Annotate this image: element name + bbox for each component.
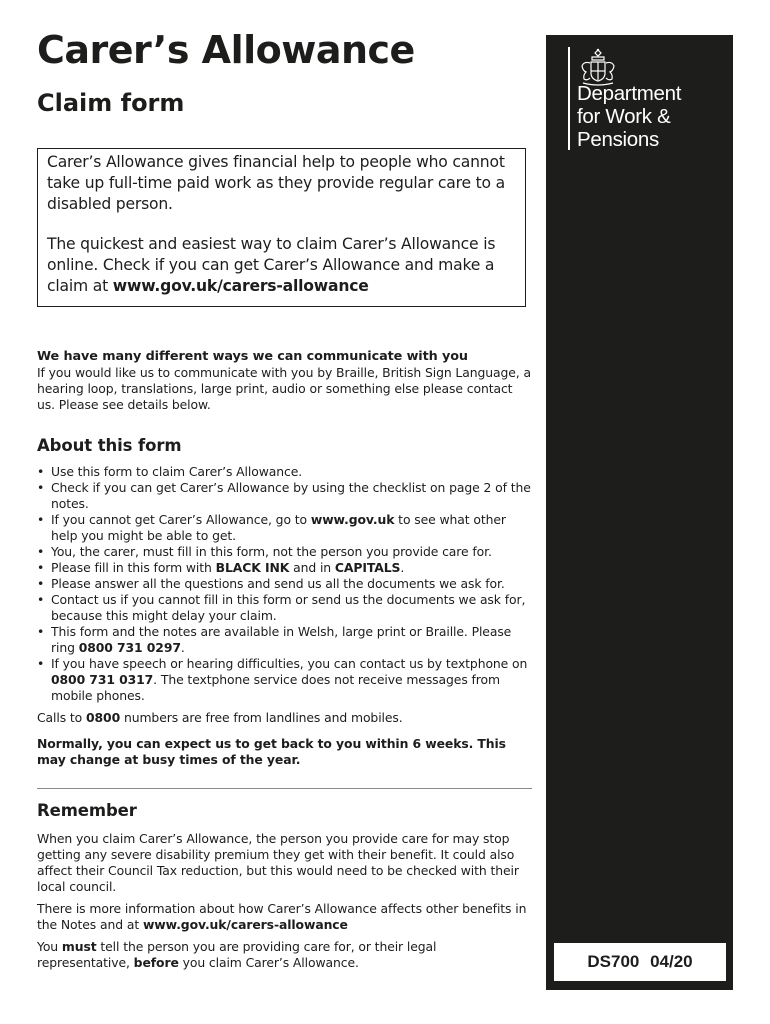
remember-heading: Remember (37, 801, 137, 820)
calls-note-0800: 0800 (86, 710, 121, 725)
list-item-text: Use this form to claim Carer’s Allowance. (51, 464, 303, 479)
intro-box (37, 148, 526, 307)
black-ink-emphasis: BLACK INK (215, 560, 290, 575)
communication-section (37, 349, 532, 413)
about-form-list (37, 464, 532, 704)
before-emphasis: before (133, 955, 179, 970)
capitals-emphasis: CAPITALS (334, 560, 401, 575)
dept-line: Pensions (577, 128, 659, 151)
remember-paragraph-3 (37, 939, 532, 971)
calls-note-text: Calls to (37, 710, 87, 725)
list-item (37, 576, 532, 592)
list-item-text: Please answer all the questions and send us all the documents we ask for. (51, 576, 505, 591)
list-item (37, 544, 532, 560)
communication-heading: We have many different ways we can communicate with you (37, 349, 468, 364)
remember-paragraph-2 (37, 901, 532, 933)
phone-number: 0800 731 0297 (78, 640, 181, 655)
royal-coat-of-arms-icon (577, 47, 619, 87)
dwp-logo-text (577, 82, 681, 151)
section-divider (37, 788, 532, 789)
remember-paragraph-2-text: There is more information about how Carer’s Allowance affects other benefits in the Notes and at (37, 901, 527, 932)
textphone-number: 0800 731 0317 (51, 672, 154, 687)
remember-paragraph-3-text: you claim Carer’s Allowance. (178, 955, 359, 970)
list-item-text: to see what other help you might be able to get. (51, 512, 506, 543)
list-item-text: If you have speech or hearing difficulties, you can contact us by textphone on (51, 656, 528, 671)
dwp-sidebar (546, 35, 733, 990)
list-item-text: Check if you can get Carer’s Allowance by using the checklist on page 2 of the notes. (51, 480, 531, 511)
list-item (37, 624, 532, 656)
list-item-text: . The textphone service does not receive messages from mobile phones. (51, 672, 500, 703)
list-item-text: and in (289, 560, 335, 575)
list-item-text: This form and the notes are available in Welsh, large print or Braille. Please ring (51, 624, 512, 655)
calls-note (37, 710, 532, 726)
list-item-text: . (180, 640, 185, 655)
intro-paragraph-2 (47, 234, 513, 297)
page-subtitle: Claim form (37, 89, 185, 117)
list-item (37, 560, 532, 576)
communication-body: If you would like us to communicate with you by Braille, British Sign Language, a hearing loop, translations, large print, audio or something else please contact us. Please see details below. (37, 365, 531, 412)
list-item-text: . (400, 560, 405, 575)
form-code-box: DS700 04/20 (554, 943, 726, 981)
list-item (37, 592, 532, 624)
must-emphasis: must (61, 939, 97, 954)
intro-paragraph-1: Carer’s Allowance gives financial help to people who cannot take up full-time paid work as they provide regular care to a disabled person. (47, 153, 505, 213)
remember-paragraph-1: When you claim Carer’s Allowance, the person you provide care for may stop getting any severe disability premium they get with their benefit. It could also affect their Council Tax reduction, but this would need to be checked with their local council. (37, 831, 519, 894)
list-item (37, 464, 532, 480)
dept-line: for Work & (577, 105, 671, 128)
response-time-note: Normally, you can expect us to get back to you within 6 weeks. This may change at busy times of the year. (37, 736, 506, 767)
page-title: Carer’s Allowance (37, 28, 415, 72)
list-item-text: If you cannot get Carer’s Allowance, go to (51, 512, 311, 527)
dept-line: Department (577, 82, 682, 105)
remember-carers-allowance-link[interactable]: www.gov.uk/carers-allowance (142, 917, 348, 932)
list-item (37, 512, 532, 544)
remember-section (37, 801, 532, 971)
remember-paragraph-3-text: You (37, 939, 62, 954)
gov-uk-link[interactable]: www.gov.uk (310, 512, 395, 527)
list-item-text: You, the carer, must fill in this form, not the person you provide care for. (51, 544, 492, 559)
list-item-text: Please fill in this form with (51, 560, 216, 575)
list-item (37, 656, 532, 704)
intro-paragraph-2-text: The quickest and easiest way to claim Carer’s Allowance is online. Check if you can get Carer’s Allowance and make a claim at (47, 235, 496, 295)
logo-divider (568, 47, 570, 150)
calls-note-text: numbers are free from landlines and mobiles. (120, 710, 403, 725)
list-item (37, 480, 532, 512)
intro-carers-allowance-link[interactable]: www.gov.uk/carers-allowance (112, 277, 369, 295)
list-item-text: Contact us if you cannot fill in this form or send us the documents we ask for, because this might delay your claim. (51, 592, 526, 623)
about-form-section (37, 436, 532, 768)
remember-paragraph-3-text: tell the person you are providing care for, or their legal representative, (37, 939, 437, 970)
about-form-heading: About this form (37, 436, 182, 455)
